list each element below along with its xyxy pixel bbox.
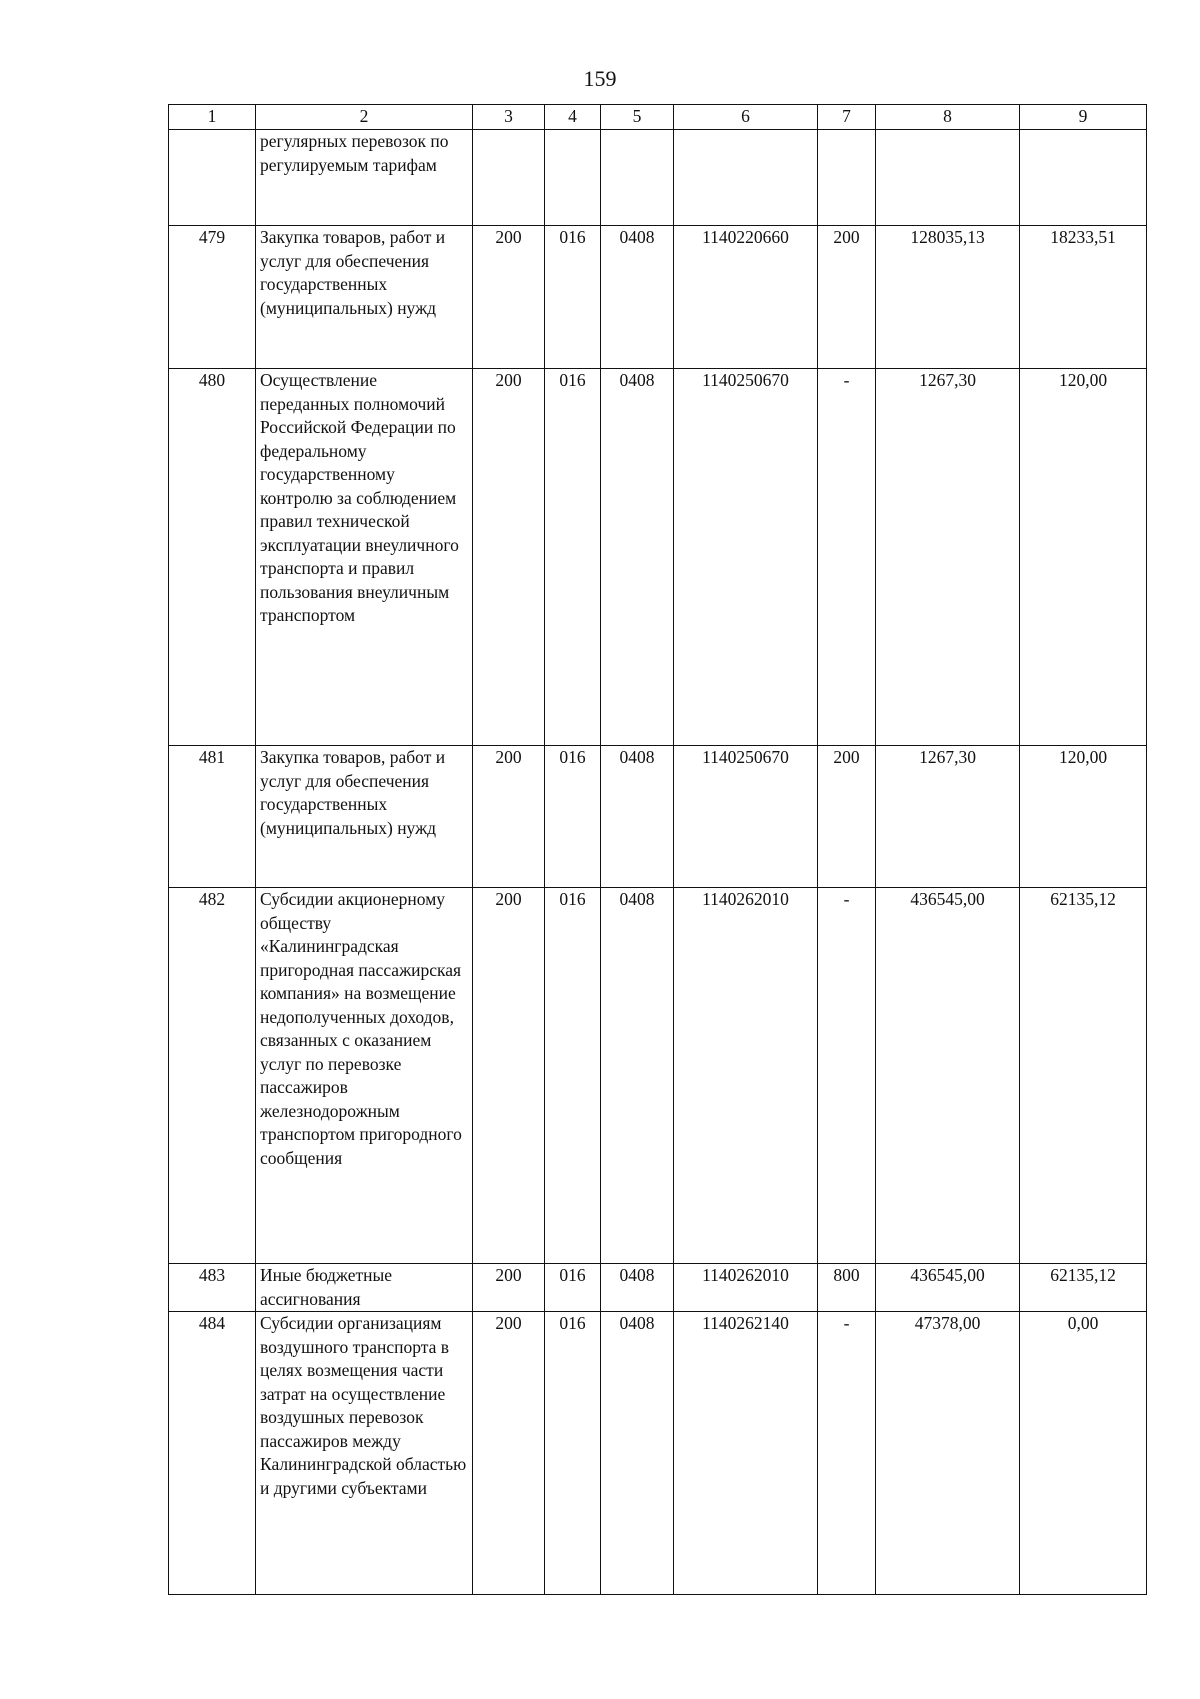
row-number: 484	[169, 1312, 256, 1595]
cell-col6: 1140262010	[674, 888, 818, 1264]
cell-col8: 1267,30	[876, 746, 1020, 888]
cell-col5: 0408	[601, 369, 674, 746]
row-name: Осуществление переданных полномочий Российской Федерации по федеральному государственному контролю за соблюдением правил технической эксплуатации внеуличного транспорта и правил пользования внеуличным транспортом	[256, 369, 473, 746]
table-row	[169, 226, 1147, 369]
table-row	[169, 130, 1147, 226]
cell-col5: 0408	[601, 226, 674, 369]
row-name: Субсидии акционерному обществу «Калининградская пригородная пассажирская компания» на возмещение недополученных доходов, связанных с оказанием услуг по перевозке пассажиров железнодорожным транспортом пригородного сообщения	[256, 888, 473, 1264]
row-number: 482	[169, 888, 256, 1264]
cell-col9: 0,00	[1020, 1312, 1147, 1595]
cell-col5	[601, 130, 674, 226]
row-number: 483	[169, 1264, 256, 1312]
table-row	[169, 888, 1147, 1264]
cell-col7	[818, 130, 876, 226]
cell-col3: 200	[473, 226, 545, 369]
cell-col3: 200	[473, 1264, 545, 1312]
cell-col7: 200	[818, 746, 876, 888]
column-header-2: 2	[256, 105, 473, 130]
row-number: 479	[169, 226, 256, 369]
cell-col6: 1140250670	[674, 746, 818, 888]
column-header-4: 4	[545, 105, 601, 130]
row-name: Субсидии организациям воздушного транспорта в целях возмещения части затрат на осуществление воздушных перевозок пассажиров между Калининградской областью и другими субъектами	[256, 1312, 473, 1595]
column-header-7: 7	[818, 105, 876, 130]
cell-col4: 016	[545, 1312, 601, 1595]
cell-col6: 1140250670	[674, 369, 818, 746]
row-name: Закупка товаров, работ и услуг для обеспечения государственных (муниципальных) нужд	[256, 226, 473, 369]
cell-col5: 0408	[601, 1312, 674, 1595]
budget-table	[168, 104, 1147, 1595]
cell-col7: -	[818, 369, 876, 746]
cell-col4: 016	[545, 1264, 601, 1312]
cell-col4: 016	[545, 226, 601, 369]
cell-col9: 120,00	[1020, 746, 1147, 888]
cell-col9: 120,00	[1020, 369, 1147, 746]
row-number	[169, 130, 256, 226]
row-name: Закупка товаров, работ и услуг для обеспечения государственных (муниципальных) нужд	[256, 746, 473, 888]
row-number: 481	[169, 746, 256, 888]
column-header-8: 8	[876, 105, 1020, 130]
cell-col5: 0408	[601, 746, 674, 888]
cell-col4: 016	[545, 746, 601, 888]
cell-col9	[1020, 130, 1147, 226]
cell-col7: -	[818, 888, 876, 1264]
header-row	[169, 105, 1147, 130]
cell-col9: 62135,12	[1020, 1264, 1147, 1312]
page-number: 159	[583, 66, 617, 91]
cell-col3: 200	[473, 369, 545, 746]
row-name: Иные бюджетные ассигнования	[256, 1264, 473, 1312]
cell-col9: 18233,51	[1020, 226, 1147, 369]
cell-col7: -	[818, 1312, 876, 1595]
cell-col7: 800	[818, 1264, 876, 1312]
cell-col5: 0408	[601, 1264, 674, 1312]
column-header-5: 5	[601, 105, 674, 130]
row-name: регулярных перевозок по регулируемым тарифам	[256, 130, 473, 226]
cell-col8	[876, 130, 1020, 226]
cell-col7: 200	[818, 226, 876, 369]
cell-col5: 0408	[601, 888, 674, 1264]
cell-col9: 62135,12	[1020, 888, 1147, 1264]
row-number: 480	[169, 369, 256, 746]
table-row	[169, 746, 1147, 888]
cell-col3: 200	[473, 888, 545, 1264]
cell-col6: 1140220660	[674, 226, 818, 369]
cell-col6: 1140262010	[674, 1264, 818, 1312]
cell-col4: 016	[545, 369, 601, 746]
cell-col3	[473, 130, 545, 226]
cell-col8: 1267,30	[876, 369, 1020, 746]
cell-col8: 436545,00	[876, 1264, 1020, 1312]
column-header-9: 9	[1020, 105, 1147, 130]
cell-col8: 47378,00	[876, 1312, 1020, 1595]
cell-col3: 200	[473, 1312, 545, 1595]
column-header-3: 3	[473, 105, 545, 130]
table-row	[169, 1312, 1147, 1595]
cell-col6: 1140262140	[674, 1312, 818, 1595]
table-row	[169, 1264, 1147, 1312]
table-row	[169, 369, 1147, 746]
cell-col8: 128035,13	[876, 226, 1020, 369]
cell-col4	[545, 130, 601, 226]
cell-col6	[674, 130, 818, 226]
column-header-1: 1	[169, 105, 256, 130]
cell-col3: 200	[473, 746, 545, 888]
cell-col8: 436545,00	[876, 888, 1020, 1264]
column-header-6: 6	[674, 105, 818, 130]
cell-col4: 016	[545, 888, 601, 1264]
